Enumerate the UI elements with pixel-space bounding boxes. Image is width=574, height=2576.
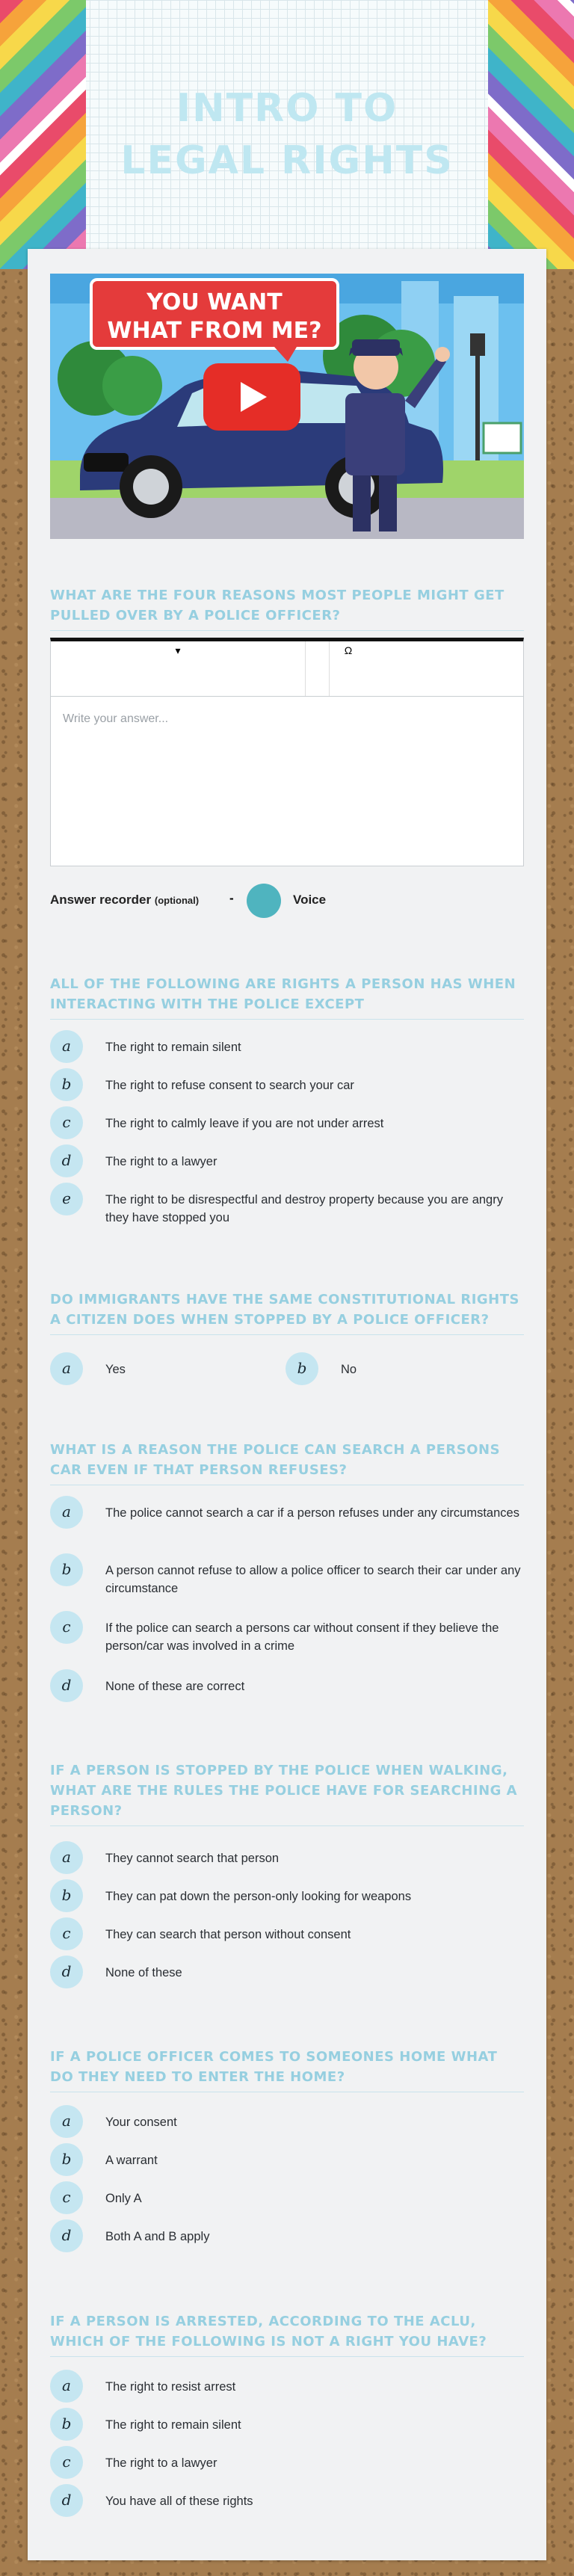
option-letter-badge: c [50,1106,83,1139]
voice-record-button[interactable] [247,884,281,918]
option-letter-badge: b [50,2143,83,2176]
left-stripe-decoration [0,0,86,269]
option-letter-badge: b [50,1879,83,1912]
option-letter-badge: b [50,1553,83,1586]
worksheet-card [28,249,546,2560]
option-text: The right to refuse consent to search your car [105,1079,354,1092]
option-text: None of these [105,1966,182,1979]
option-letter-badge: c [50,1611,83,1644]
option-text: They cannot search that person [105,1852,280,1865]
recorder-dash: - [229,891,234,905]
answer-editor[interactable] [50,638,524,866]
option-text: Yes [105,1363,126,1376]
option-text: The right to remain silent [105,2418,241,2432]
right-stripe-decoration [488,0,574,269]
special-characters-button[interactable]: Ω [329,641,367,696]
option-letter-badge: d [50,1669,83,1702]
page-title: INTRO TO LEGAL RIGHTS [120,86,454,183]
option-letter-badge: d [50,2219,83,2252]
option-letter-badge: c [50,2446,83,2479]
editor-toolbar [51,641,523,697]
option-text: The right to a lawyer [105,2456,217,2470]
option-text: None of these are correct [105,1680,245,1693]
q3-option-a[interactable] [50,1351,274,1385]
option-letter-badge: b [50,1068,83,1101]
option-letter-badge: a [50,2105,83,2138]
option-text: A warrant [105,2154,158,2167]
option-text: A person cannot refuse to allow a police officer to search their car under any circumstance [105,1564,521,1595]
option-letter-badge: a [50,1352,83,1385]
option-text: Your consent [105,2116,177,2129]
option-text: If the police can search a persons car without consent if they believe the person/car was involved in a crime [105,1621,499,1653]
question-7-heading: IF A PERSON IS ARRESTED, ACCORDING TO THE ACLU, WHICH OF THE FOLLOWING IS NOT A RIGHT YOU HAVE? [50,2311,524,2357]
header-banner [0,0,574,269]
option-letter-badge: a [50,1496,83,1529]
option-text: The right to a lawyer [105,1155,217,1168]
option-text: The right to calmly leave if you are not under arrest [105,1117,384,1130]
option-text: The right to remain silent [105,1041,241,1054]
option-letter-badge: c [50,1917,83,1950]
option-letter-badge: d [50,1144,83,1177]
option-letter-badge: d [50,1956,83,1988]
option-letter-badge: a [50,1841,83,1874]
video-caption-line2: WHAT FROM ME? [107,318,322,344]
option-text: Only A [105,2192,142,2205]
option-letter-badge: c [50,2181,83,2214]
recorder-label: Answer recorder (optional) [50,893,200,907]
question-3-heading: DO IMMIGRANTS HAVE THE SAME CONSTITUTIONAL RIGHTS A CITIZEN DOES WHEN STOPPED BY A POLICE OFFICER? [50,1289,524,1335]
option-text: No [341,1363,357,1376]
option-text: They can search that person without consent [105,1928,351,1941]
answer-placeholder[interactable]: Write your answer... [63,712,169,725]
option-text: The right to resist arrest [105,2380,236,2394]
option-letter-badge: d [50,2484,83,2517]
option-text: The right to be disrespectful and destroy property because you are angry they have stopped you [105,1193,503,1224]
option-letter-badge: e [50,1183,83,1215]
q3-option-b[interactable] [286,1351,510,1385]
question-4-heading: WHAT IS A REASON THE POLICE CAN SEARCH A PERSONS CAR EVEN IF THAT PERSON REFUSES? [50,1440,524,1485]
recorder-optional: (optional) [154,895,200,906]
format-dropdown[interactable]: ▾ [51,641,306,696]
question-6-heading: IF A POLICE OFFICER COMES TO SOMEONES HOME WHAT DO THEY NEED TO ENTER THE HOME? [50,2047,524,2092]
question-2-heading: ALL OF THE FOLLOWING ARE RIGHTS A PERSON HAS WHEN INTERACTING WITH THE POLICE EXCEPT [50,974,524,1020]
option-text: Both A and B apply [105,2230,210,2243]
option-text: They can pat down the person-only looking for weapons [105,1890,412,1903]
question-5-heading: IF A PERSON IS STOPPED BY THE POLICE WHEN WALKING, WHAT ARE THE RULES THE POLICE HAVE FOR SEARCHING A PERSON? [50,1760,524,1826]
voice-label: Voice [293,893,327,907]
video-illustration [50,274,524,539]
answer-recorder [50,882,424,918]
option-letter-badge: a [50,1030,83,1063]
option-letter-badge: a [50,2370,83,2403]
question-1-heading: WHAT ARE THE FOUR REASONS MOST PEOPLE MIGHT GET PULLED OVER BY A POLICE OFFICER? [50,585,524,631]
video-thumbnail[interactable] [50,274,524,539]
option-text: The police cannot search a car if a person refuses under any circumstances [105,1506,519,1520]
video-caption-line1: YOU WANT [146,289,283,315]
option-letter-badge: b [286,1352,318,1385]
option-letter-badge: b [50,2408,83,2441]
option-text: You have all of these rights [105,2495,253,2508]
